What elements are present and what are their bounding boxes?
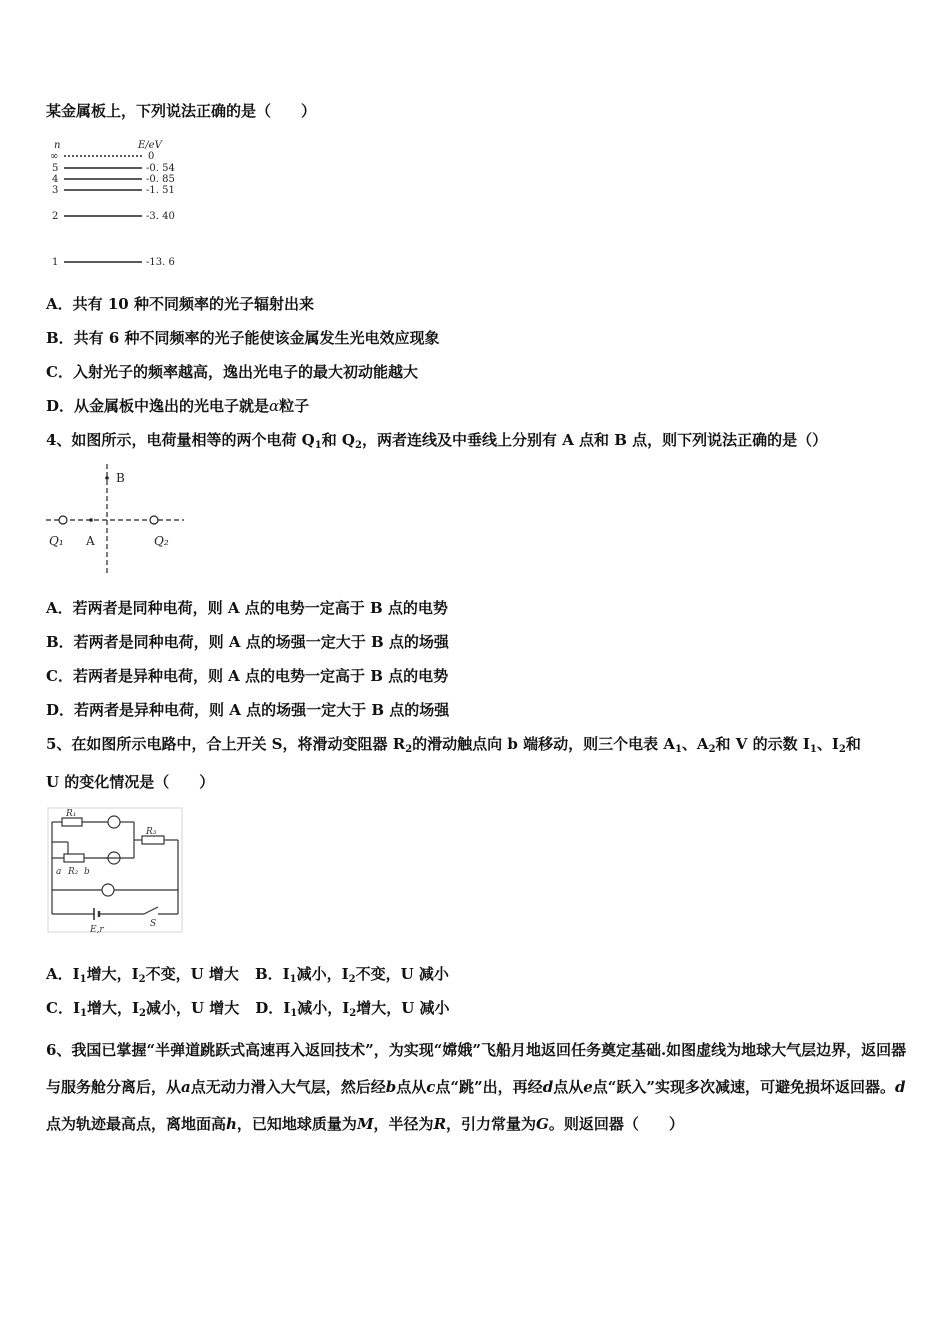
label-s: S: [150, 919, 157, 929]
level-n-3: 3: [52, 185, 59, 196]
charge-q2-icon: [150, 516, 158, 524]
q4-option-c: C．若两者是异种电荷，则 A 点的电势一定高于 B 点的电势: [46, 667, 449, 685]
q4-option-d: D．若两者是异种电荷，则 A 点的场强一定大于 B 点的场强: [46, 701, 450, 719]
level-n-inf: ∞: [50, 151, 59, 162]
charge-q1-icon: [59, 516, 67, 524]
label-q1: Q₁: [49, 534, 64, 548]
resistor-r2: [64, 854, 84, 862]
level-e-4: -0. 85: [146, 174, 175, 185]
q3-intro: 某金属板上，下列说法正确的是（ ）: [46, 102, 317, 120]
q3-option-d: D．从金属板中逸出的光电子就是α粒子: [46, 397, 310, 415]
label-r3: R₃: [146, 827, 157, 837]
label-r1: R₁: [66, 809, 77, 819]
label-b: B: [116, 471, 125, 485]
switch-s-icon: [144, 907, 158, 914]
q5-stem-line1: 5、在如图所示电路中，合上开关 S，将滑动变阻器 $R_2$的滑动触点向 b 端移动，则三个电表 $A_1$、$A_2$和 V 的示数 $I_1$、$I_2$和: [46, 735, 861, 755]
level-e-3: -1. 51: [146, 185, 175, 196]
q4-option-b: B．若两者是同种电荷，则 A 点的场强一定大于 B 点的场强: [46, 633, 449, 651]
point-b-dot: [105, 476, 109, 480]
label-a: A: [86, 534, 95, 548]
level-n-5: 5: [52, 163, 59, 174]
label-er: E,r: [90, 925, 104, 935]
q5-stem-line2: U 的变化情况是（ ）: [46, 773, 215, 791]
circuit-diagram: [46, 806, 186, 936]
ammeter-a1-icon: [108, 816, 120, 828]
voltmeter-v-icon: [102, 884, 114, 896]
q4-option-a: A．若两者是同种电荷，则 A 点的电势一定高于 B 点的电势: [46, 599, 448, 617]
q3-option-b: B．共有 6 种不同频率的光子能使该金属发生光电效应现象: [46, 329, 440, 347]
level-e-1: -13. 6: [146, 257, 175, 268]
resistor-r1: [62, 818, 82, 826]
label-q2: Q₂: [154, 534, 169, 548]
label-b: b: [84, 867, 90, 877]
e-header: E/eV: [138, 140, 162, 151]
q5-option-a: A．$I_1$增大，$I_2$不变，U 增大: [46, 965, 239, 985]
label-r2: R₂: [68, 867, 79, 877]
level-e-2: -3. 40: [146, 211, 175, 222]
level-n-1: 1: [52, 257, 59, 268]
label-a: a: [56, 867, 62, 877]
n-header: n: [54, 140, 61, 151]
energy-level-diagram: [46, 138, 206, 268]
q3-option-a: A．共有 10 种不同频率的光子辐射出来: [46, 295, 314, 313]
q5-option-d: D．$I_1$减小，$I_2$增大，U 减小: [255, 999, 450, 1019]
level-e-inf: 0: [148, 151, 155, 162]
q5-options-cd: [46, 998, 450, 1024]
q3-option-c: C．入射光子的频率越高，逸出光电子的最大初动能越大: [46, 363, 418, 381]
q4-stem: 4、如图所示，电荷量相等的两个电荷 $Q_1$和 $Q_2$，两者连线及中垂线上分别有 A 点和 B 点，则下列说法正确的是（）: [46, 431, 828, 451]
level-n-2: 2: [52, 211, 59, 222]
point-a-dot: [89, 518, 93, 522]
level-e-5: -0. 54: [146, 163, 175, 174]
q5-option-b: B．$I_1$减小，$I_2$不变，U 减小: [254, 965, 449, 985]
q5-option-c: C．$I_1$增大，$I_2$减小，U 增大: [46, 999, 240, 1019]
charges-diagram: [44, 462, 194, 578]
level-n-4: 4: [52, 174, 59, 185]
q5-options-ab: [46, 964, 449, 990]
q6-stem: 6、我国已掌握“半弹道跳跃式高速再入返回技术”，为实现“嫦娥”飞船月地返回任务奠定基础.如图虚线为地球大气层边界，返回器与服务舱分离后，从a点无动力滑入大气层，然后经b点从c点“跳”出，再经d点从e点“跃入”实现多次减速，可避免损坏返回器。d点为轨迹最高点，离地面高h，已知地球质量为M，半径为R，引力常量为G。则返回器（ ）: [46, 1041, 907, 1133]
resistor-r3: [142, 836, 164, 844]
